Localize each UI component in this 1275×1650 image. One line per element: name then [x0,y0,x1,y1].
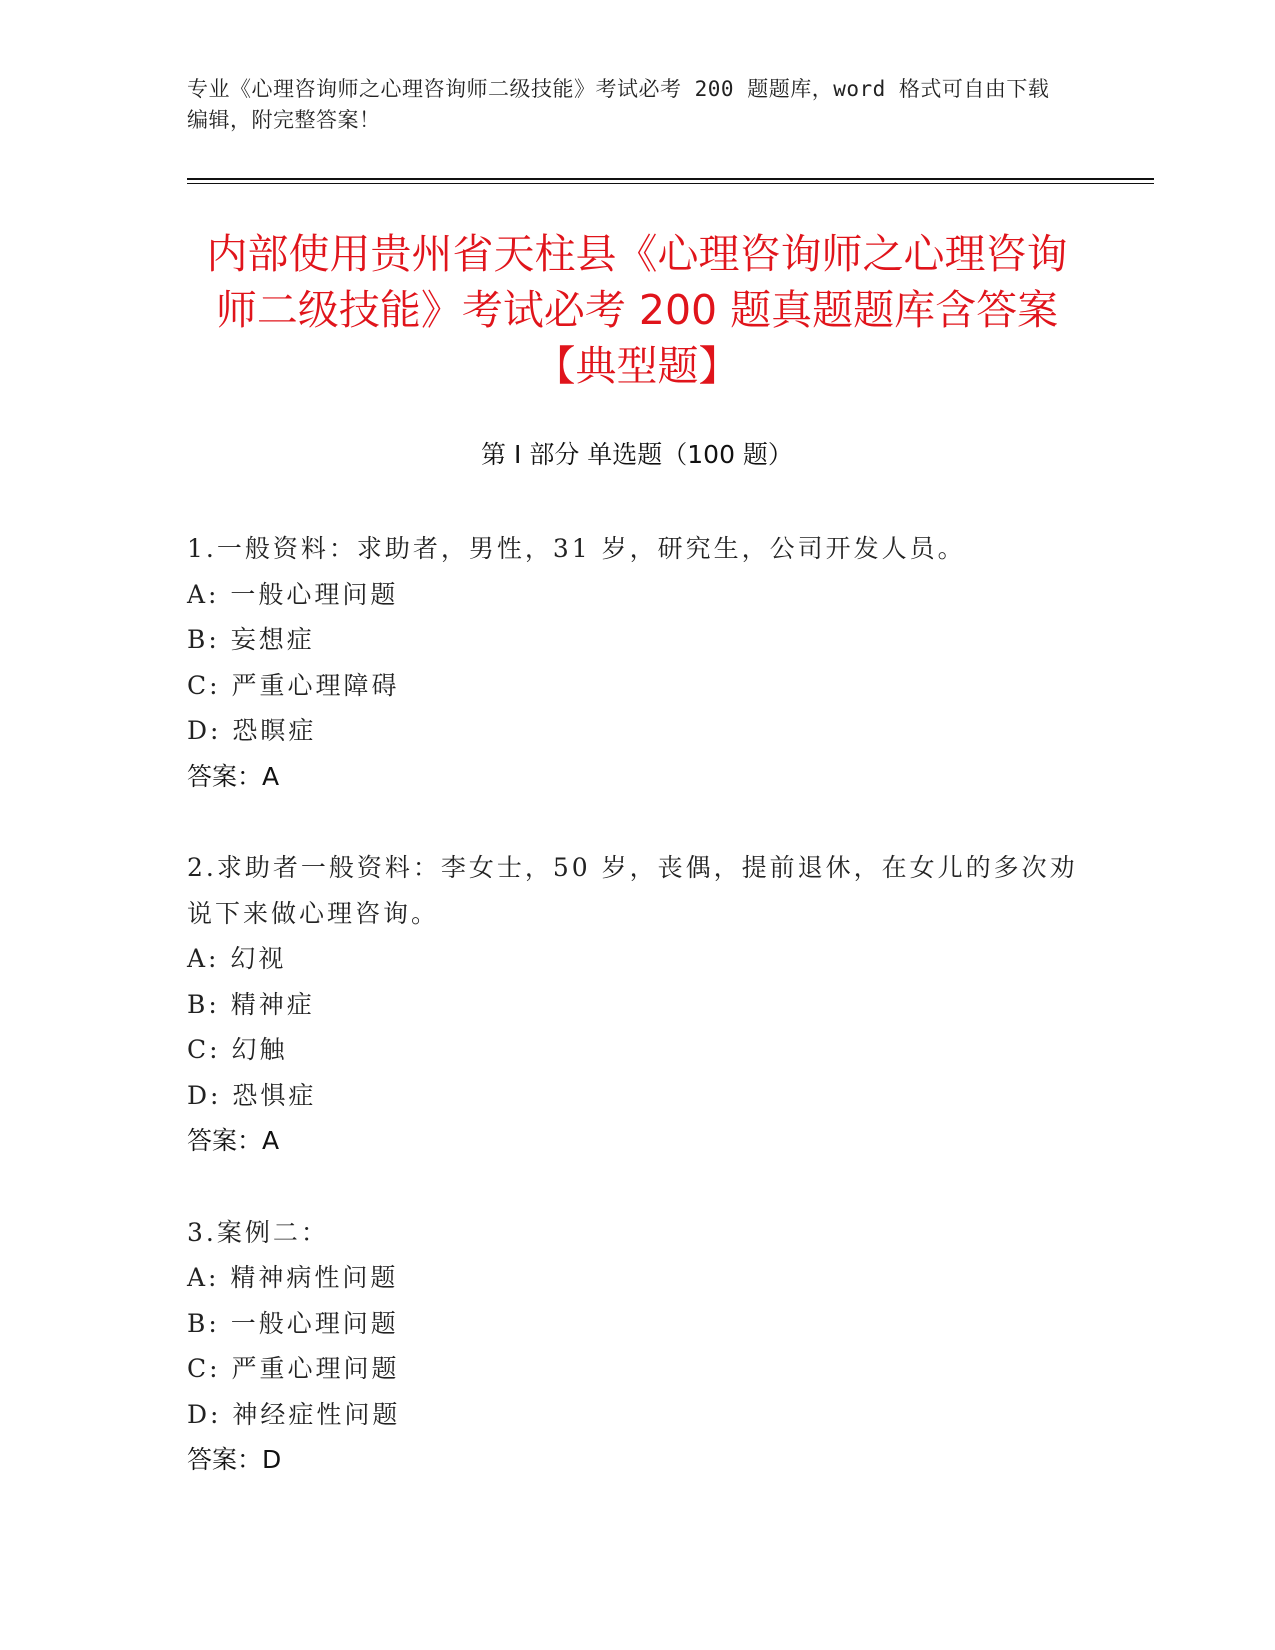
option-b: B: 精神症 [187,989,315,1019]
option-b: B: 一般心理问题 [187,1308,399,1338]
answer: 答案：D [187,1445,282,1474]
option-d: D: 恐惧症 [187,1080,317,1110]
document-title: 内部使用贵州省天柱县《心理咨询师之心理咨询师二级技能》考试必考 200 题真题题库含答案【典型题】 [206,230,1068,390]
question-stem: 1.一般资料：求助者，男性，31 岁，研究生，公司开发人员。 [187,534,966,563]
option-d: D: 恐瞑症 [187,716,317,745]
header-divider-thin [187,183,1154,184]
option-b: B: 妄想症 [187,625,315,654]
question-stem: 3.案例二： [187,1217,329,1247]
question-1 [187,526,1087,799]
question-3 [187,1210,1087,1483]
section-heading: 第 I 部分 单选题（100 题） [481,440,793,469]
answer: 答案：A [187,761,280,791]
header-note: 专业《心理咨询师之心理咨询师二级技能》考试必考 200 题题库，word 格式可自由下载编辑，附完整答案！ [187,77,1050,132]
option-c: C: 严重心理障碍 [187,670,400,700]
answer: 答案：A [187,1126,280,1155]
question-stem: 2.求助者一般资料：李女士，50 岁，丧偶，提前退休，在女儿的多次劝说下来做心理咨询。 [187,853,1078,928]
option-a: A: 一般心理问题 [187,579,399,609]
option-d: D: 神经症性问题 [187,1399,401,1429]
header-divider-thick [187,178,1154,180]
option-c: C: 严重心理问题 [187,1354,400,1383]
option-a: A: 幻视 [187,944,287,973]
option-a: A: 精神病性问题 [187,1263,399,1292]
option-c: C: 幻触 [187,1035,288,1064]
question-list [187,526,1087,1529]
question-2 [187,845,1087,1164]
